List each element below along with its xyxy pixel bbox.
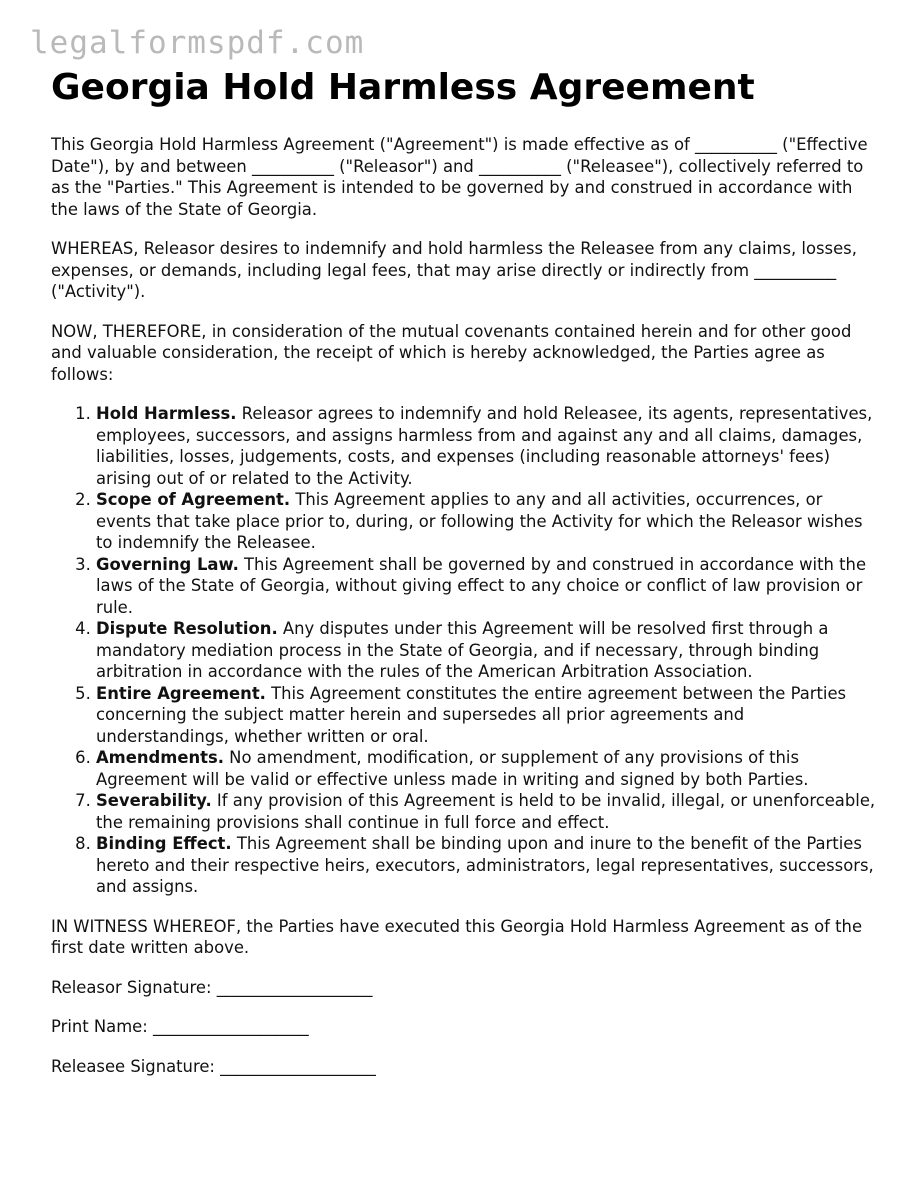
witness-paragraph: IN WITNESS WHEREOF, the Parties have executed this Georgia Hold Harmless Agreement as of the first date written above. — [51, 916, 863, 957]
document-page — [51, 66, 881, 1095]
clause-heading: Severability. — [96, 791, 212, 810]
therefore-paragraph: NOW, THEREFORE, in consideration of the mutual covenants contained herein and for other good and valuable consideration, the receipt of which is hereby acknowledged, the Parties agree as follows: — [51, 321, 852, 384]
clause-text: This Agreement shall be governed by and construed in accordance with the laws of the State of Georgia, without giving effect to any choice or conflict of law provision or rule. — [96, 554, 867, 617]
clause-text: Any disputes under this Agreement will be resolved first through a mandatory mediation process in the State of Georgia, and if necessary, through binding arbitration in accordance with the rules of the American Arbitration Association. — [96, 619, 829, 681]
clause-heading: Dispute Resolution. — [96, 619, 278, 638]
clause-text: If any provision of this Agreement is held to be invalid, illegal, or unenforceable, the remaining provisions shall continue in full force and effect. — [96, 791, 876, 832]
clause-heading: Entire Agreement. — [96, 683, 266, 703]
document-title: Georgia Hold Harmless Agreement — [51, 67, 755, 108]
clause-text: This Agreement constitutes the entire agreement between the Parties concerning the subject matter herein and supersedes all prior agreements and understandings, whether written or oral. — [96, 683, 847, 746]
clause-entire-agreement — [96, 683, 881, 748]
clause-amendments — [96, 747, 881, 790]
intro-paragraph: This Georgia Hold Harmless Agreement ("Agreement") is made effective as of __________ ("Effective Date"), by and between __________ ("Releasor") and __________ ("Releasee"), collectively referred to as the "Parties." This Agreement is intended to be governed by and construed in accordance with the laws of the State of Georgia. — [51, 135, 868, 219]
clause-text: This Agreement applies to any and all activities, occurrences, or events that take place prior to, during, or following the Activity for which the Releasor wishes to indemnify the Releasee. — [96, 490, 863, 552]
releasor-signature-line: Releasor Signature: ___________________ — [51, 977, 373, 997]
clause-list — [51, 403, 881, 898]
clause-hold-harmless — [96, 403, 881, 489]
clause-governing-law — [96, 554, 881, 619]
whereas-paragraph: WHEREAS, Releasor desires to indemnify and hold harmless the Releasee from any claims, losses, expenses, or demands, including legal fees, that may arise directly or indirectly from __________ ("Activity"). — [51, 239, 857, 301]
clause-text: Releasor agrees to indemnify and hold Releasee, its agents, representatives, employees, successors, and assigns harmless from and against any and all claims, damages, liabilities, losses, judgements, costs, and expenses (including reasonable attorneys' fees) arising out of or related to the Activity. — [96, 404, 873, 488]
releasee-signature-line: Releasee Signature: ___________________ — [51, 1056, 376, 1076]
clause-text: No amendment, modification, or supplement of any provisions of this Agreement will be valid or effective unless made in writing and signed by both Parties. — [96, 748, 809, 789]
clause-heading: Binding Effect. — [96, 834, 232, 853]
clause-heading: Scope of Agreement. — [96, 490, 291, 509]
clause-heading: Hold Harmless. — [96, 404, 237, 423]
clause-binding-effect — [96, 833, 881, 898]
clause-dispute-resolution — [96, 618, 881, 683]
clause-text: This Agreement shall be binding upon and inure to the benefit of the Parties hereto and their respective heirs, executors, administrators, legal representatives, successors, and assigns. — [96, 834, 874, 896]
clause-heading: Amendments. — [96, 748, 224, 767]
clause-severability — [96, 790, 881, 833]
clause-scope-of-agreement — [96, 489, 881, 554]
print-name-line: Print Name: ___________________ — [51, 1017, 309, 1036]
clause-heading: Governing Law. — [96, 554, 239, 574]
watermark-logo: legalformspdf.com — [30, 25, 365, 61]
